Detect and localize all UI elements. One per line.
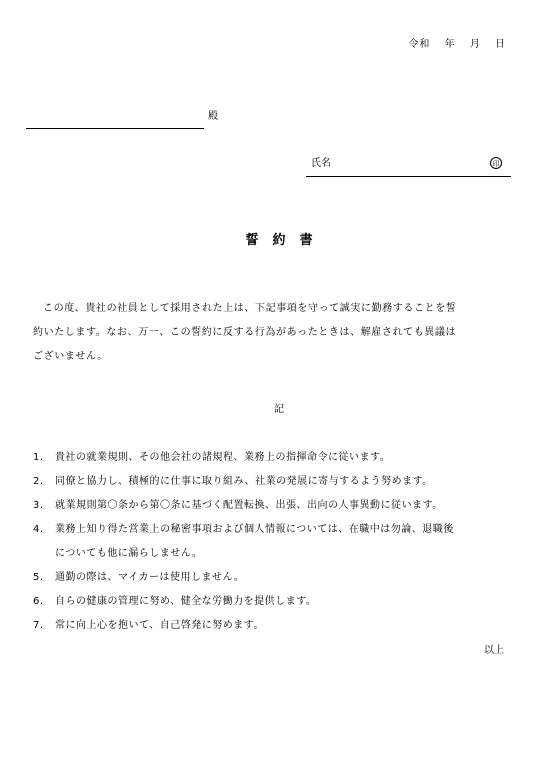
intro-line: 約いたします。なお、万一、この誓約に反する行為があったときは、解雇されても異議は [33, 327, 457, 338]
name-label: 氏名 [311, 158, 331, 169]
addressee-underline [26, 128, 204, 129]
item-text-continuation: についても他に漏らしません。 [55, 548, 203, 559]
item-number: 4. [33, 524, 44, 535]
document-title: 誓約書 [245, 233, 327, 248]
intro-paragraph [33, 297, 513, 369]
intro-line: この度、貴社の社員として採用された上は、下記事項を守って誠実に勤務することを誓 [43, 303, 457, 314]
item-number: 1. [33, 452, 44, 463]
addressee-honorific: 殿 [208, 111, 218, 122]
item-text: 就業規則第〇条から第〇条に基づく配置転換、出張、出向の人事異動に従います。 [55, 500, 443, 511]
date-era: 令和 [408, 39, 431, 50]
list-item [33, 590, 518, 614]
item-number: 3. [33, 500, 44, 511]
date-line [408, 38, 506, 52]
item-text: 通勤の際は、マイカーは使用しません。 [55, 572, 245, 583]
list-item [33, 494, 518, 518]
item-text: 業務上知り得た営業上の秘密事項および個人情報については、在職中は勿論、退職後 [55, 524, 454, 535]
list-item [33, 614, 518, 638]
seal-icon: 印 [490, 157, 502, 169]
item-text: 同僚と協力し、積極的に仕事に取り組み、社業の発展に寄与するよう努めます。 [55, 476, 433, 487]
item-number: 6. [33, 596, 44, 607]
intro-line: ございません。 [33, 351, 108, 362]
list-item [33, 446, 518, 470]
ki-heading: 記 [274, 404, 284, 415]
date-month-suffix: 月 [469, 39, 481, 50]
item-text: 自らの健康の管理に努め、健全な労働力を提供します。 [55, 596, 317, 607]
list-item [33, 566, 518, 590]
item-text: 貴社の就業規則、その他会社の諸規程、業務上の指揮命令に従います。 [55, 452, 391, 463]
item-number: 5. [33, 572, 44, 583]
item-text: 常に向上心を抱いて、自己啓発に努めます。 [55, 620, 264, 631]
item-number: 2. [33, 476, 44, 487]
date-year-suffix: 年 [444, 39, 456, 50]
list-item [33, 470, 518, 494]
list-item [33, 518, 518, 566]
closing-mark: 以上 [484, 645, 504, 656]
date-day-suffix: 日 [495, 39, 506, 50]
pledge-list [33, 446, 518, 638]
item-number: 7. [33, 620, 44, 631]
name-underline [306, 176, 511, 177]
